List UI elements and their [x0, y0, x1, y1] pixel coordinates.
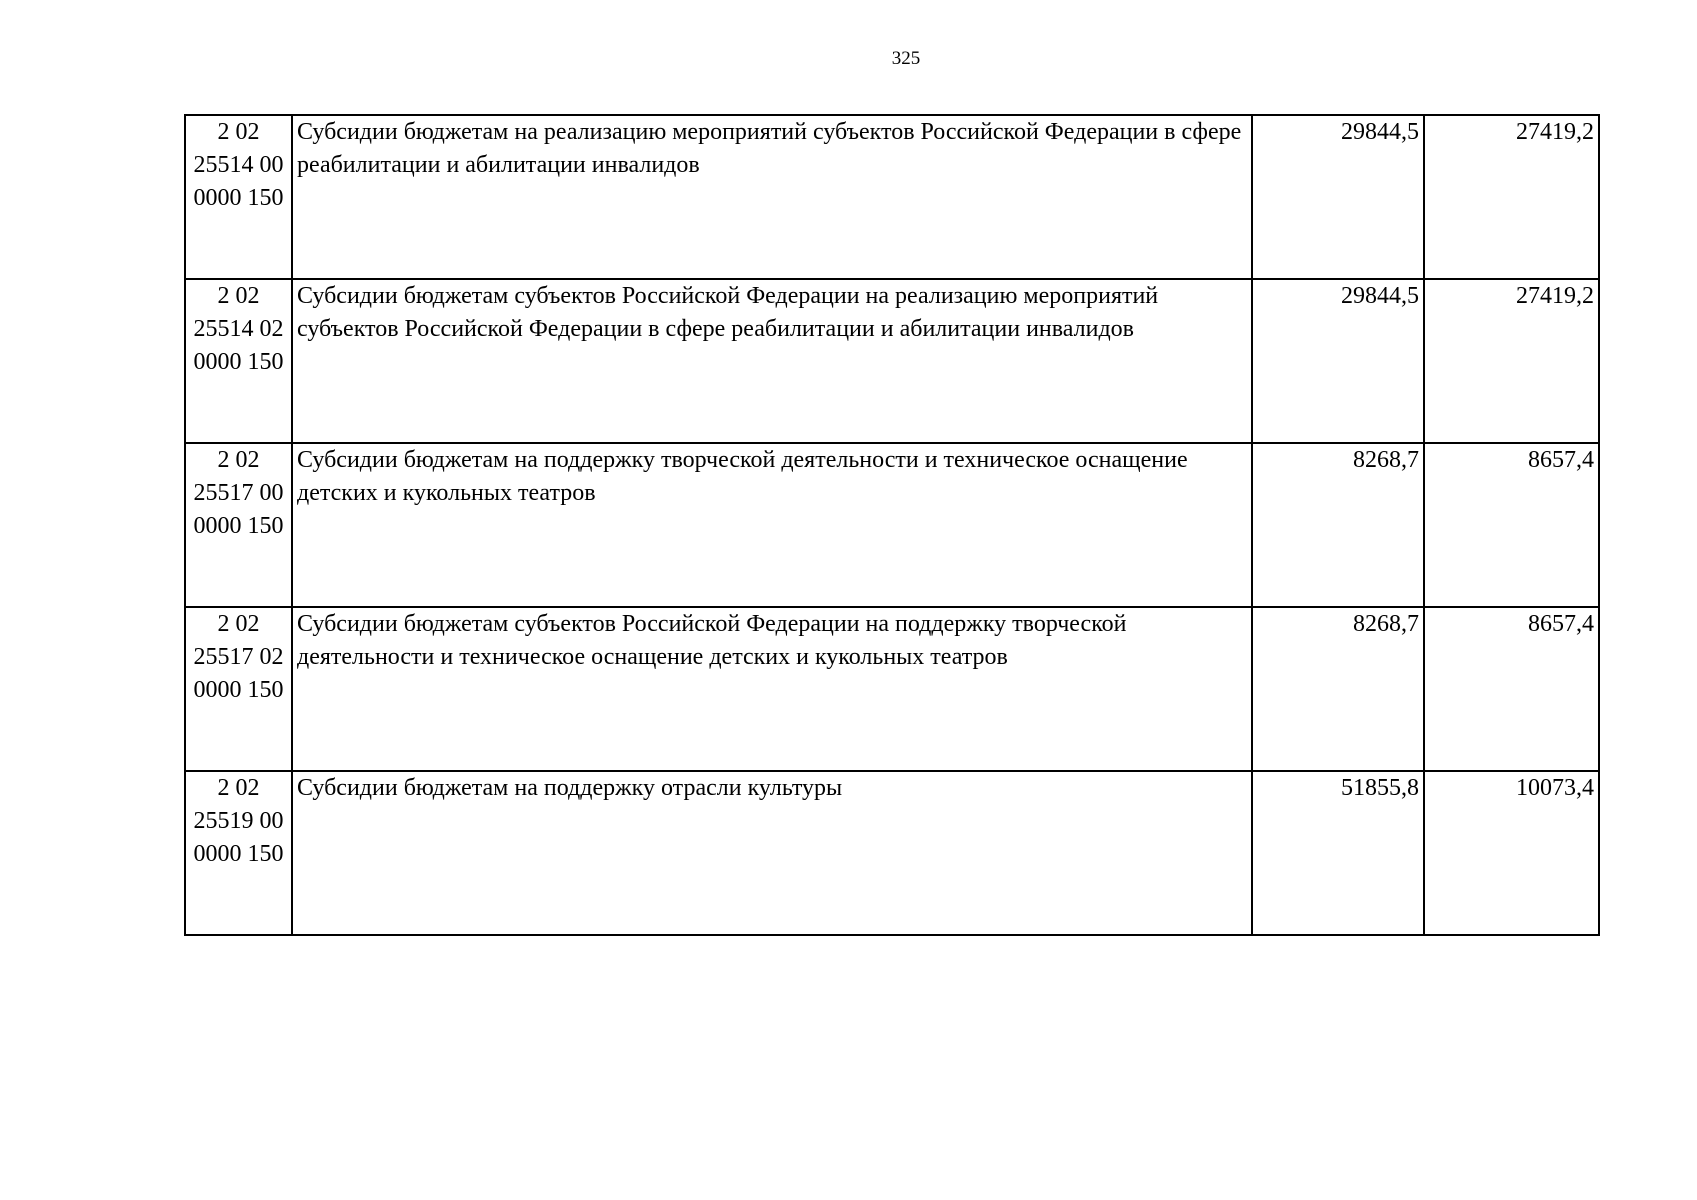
budget-code-line: 25519 00 [193, 808, 284, 834]
value-1-cell: 29844,5 [1252, 279, 1424, 443]
budget-code-line: 2 02 [217, 119, 260, 145]
page-number: 325 [891, 48, 921, 69]
budget-code-cell [185, 771, 292, 935]
table-row [185, 771, 1599, 935]
budget-code-cell [185, 443, 292, 607]
budget-code-line: 25514 00 [193, 152, 284, 178]
description-cell: Субсидии бюджетам субъектов Российской Федерации на реализацию мероприятий субъектов Российской Федерации в сфере реабилитации и абилитации инвалидов [292, 279, 1252, 443]
value-2-cell: 27419,2 [1424, 279, 1599, 443]
budget-code-line: 2 02 [217, 775, 260, 801]
value-1-cell: 51855,8 [1252, 771, 1424, 935]
description-cell: Субсидии бюджетам на поддержку отрасли культуры [292, 771, 1252, 935]
budget-code-line: 25514 02 [193, 316, 284, 342]
budget-code-line: 2 02 [217, 611, 260, 637]
description-cell: Субсидии бюджетам субъектов Российской Федерации на поддержку творческой деятельности и техническое оснащение детских и кукольных театров [292, 607, 1252, 771]
budget-table [184, 114, 1600, 936]
value-2-cell: 8657,4 [1424, 443, 1599, 607]
value-1-cell: 8268,7 [1252, 443, 1424, 607]
budget-code-cell [185, 115, 292, 279]
value-2-cell: 27419,2 [1424, 115, 1599, 279]
budget-code-cell [185, 279, 292, 443]
budget-code-line: 2 02 [217, 447, 260, 473]
budget-code-line: 0000 150 [193, 677, 284, 703]
table-row [185, 443, 1599, 607]
table-row [185, 607, 1599, 771]
budget-code-line: 25517 02 [193, 644, 284, 670]
budget-code-line: 2 02 [217, 283, 260, 309]
budget-code-line: 0000 150 [193, 841, 284, 867]
description-cell: Субсидии бюджетам на поддержку творческой деятельности и техническое оснащение детских и кукольных театров [292, 443, 1252, 607]
value-2-cell: 8657,4 [1424, 607, 1599, 771]
budget-code-cell [185, 607, 292, 771]
description-cell: Субсидии бюджетам на реализацию мероприятий субъектов Российской Федерации в сфере реабилитации и абилитации инвалидов [292, 115, 1252, 279]
budget-code-line: 0000 150 [193, 185, 284, 211]
budget-code-line: 0000 150 [193, 349, 284, 375]
budget-code-line: 0000 150 [193, 513, 284, 539]
value-2-cell: 10073,4 [1424, 771, 1599, 935]
table-row [185, 115, 1599, 279]
value-1-cell: 8268,7 [1252, 607, 1424, 771]
table-row [185, 279, 1599, 443]
budget-code-line: 25517 00 [193, 480, 284, 506]
value-1-cell: 29844,5 [1252, 115, 1424, 279]
